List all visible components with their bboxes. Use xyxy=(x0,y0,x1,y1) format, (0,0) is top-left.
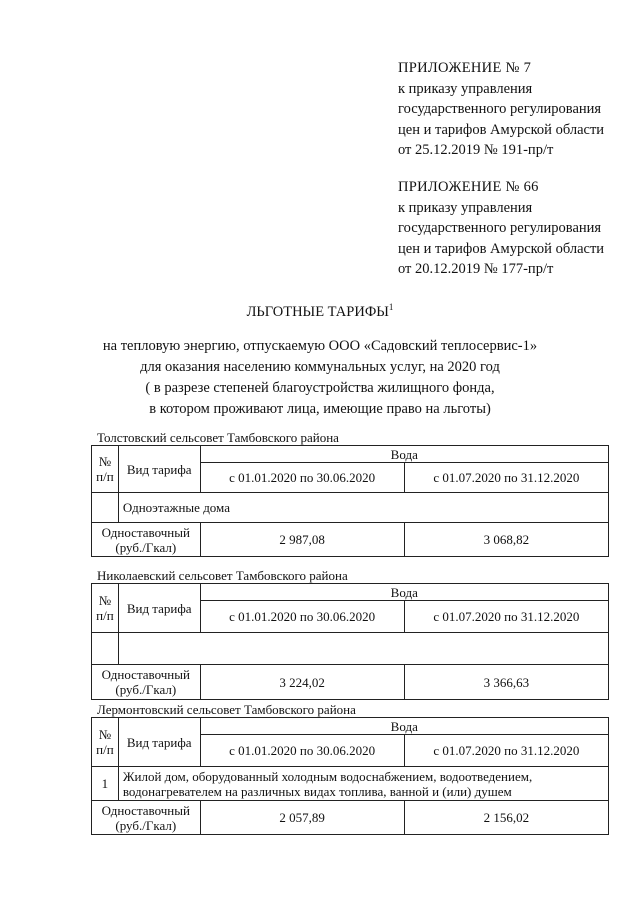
appendix-7-line: от 25.12.2019 № 191-пр/т xyxy=(398,142,554,158)
tariff-label: Одноставочный (руб./Гкал) xyxy=(92,523,201,557)
header-num: № п/п xyxy=(92,718,119,767)
tariff-value-period-2: 2 156,02 xyxy=(404,801,608,835)
appendix-7-block xyxy=(398,58,604,161)
header-period-1: с 01.01.2020 по 30.06.2020 xyxy=(200,601,404,633)
appendix-66-title: ПРИЛОЖЕНИЕ № 66 xyxy=(398,179,539,195)
appendix-7-title: ПРИЛОЖЕНИЕ № 7 xyxy=(398,60,532,76)
appendix-7-line: цен и тарифов Амурской области xyxy=(398,121,605,138)
tariff-value-period-1: 3 224,02 xyxy=(200,665,404,700)
tariff-value-period-1: 2 057,89 xyxy=(200,801,404,835)
header-period-2: с 01.07.2020 по 31.12.2020 xyxy=(404,735,608,767)
header-group-water: Вода xyxy=(200,718,608,735)
category-num xyxy=(92,493,119,523)
footnote-marker: 1 xyxy=(388,302,394,312)
header-period-2: с 01.07.2020 по 31.12.2020 xyxy=(404,463,608,493)
appendix-66-line: от 20.12.2019 № 177-пр/т xyxy=(398,261,554,277)
header-period-1: с 01.01.2020 по 30.06.2020 xyxy=(200,735,404,767)
tariff-value-period-2: 3 366,63 xyxy=(404,665,608,700)
document-title-text: ЛЬГОТНЫЕ ТАРИФЫ xyxy=(246,303,389,320)
subtitle-line: в котором проживают лица, имеющие право на льготы) xyxy=(149,401,491,417)
appendix-66-line: к приказу управления xyxy=(398,199,533,216)
appendix-7-line: к приказу управления xyxy=(398,80,533,97)
header-tariff-type: Вид тарифа xyxy=(118,584,200,633)
header-period-1: с 01.01.2020 по 30.06.2020 xyxy=(200,463,404,493)
section-caption-lermontovsky: Лермонтовский сельсовет Тамбовского района xyxy=(97,702,356,717)
appendix-7-line: государственного регулирования xyxy=(398,101,602,117)
tariff-label: Одноставочный (руб./Гкал) xyxy=(92,665,201,700)
tariff-label: Одноставочный (руб./Гкал) xyxy=(92,801,201,835)
subtitle-line: ( в разрезе степеней благоустройства жилищного фонда, xyxy=(145,380,495,396)
tariff-table-nikolaevsky xyxy=(91,583,609,700)
tariff-table-lermontovsky xyxy=(91,717,609,835)
section-caption-tolstovsky: Толстовский сельсовет Тамбовского района xyxy=(97,430,339,445)
subtitle-line: на тепловую энергию, отпускаемую ООО «Садовский теплосервис-1» xyxy=(102,338,538,354)
tariff-value-period-1: 2 987,08 xyxy=(200,523,404,557)
section-caption-nikolaevsky: Николаевский сельсовет Тамбовского района xyxy=(97,568,348,583)
category-label xyxy=(118,633,608,665)
category-label: Жилой дом, оборудованный холодным водоснабжением, водоотведением, водонагревателем на различных видах топлива, ванной и (или) душем xyxy=(118,767,608,801)
header-period-2: с 01.07.2020 по 31.12.2020 xyxy=(404,601,608,633)
header-tariff-type: Вид тарифа xyxy=(118,718,200,767)
header-num: № п/п xyxy=(92,446,119,493)
header-num: № п/п xyxy=(92,584,119,633)
document-title xyxy=(0,302,640,321)
tariff-value-period-2: 3 068,82 xyxy=(404,523,608,557)
category-num xyxy=(92,633,119,665)
header-group-water: Вода xyxy=(200,446,608,463)
category-num: 1 xyxy=(92,767,119,801)
document-subtitle xyxy=(0,336,640,420)
header-group-water: Вода xyxy=(200,584,608,601)
appendix-66-line: цен и тарифов Амурской области xyxy=(398,240,605,257)
subtitle-line: для оказания населению коммунальных услуг, на 2020 год xyxy=(140,359,500,375)
category-label: Одноэтажные дома xyxy=(118,493,608,523)
appendix-66-block xyxy=(398,177,604,280)
appendix-66-line: государственного регулирования xyxy=(398,220,602,236)
tariff-table-tolstovsky xyxy=(91,445,609,557)
header-tariff-type: Вид тарифа xyxy=(118,446,200,493)
